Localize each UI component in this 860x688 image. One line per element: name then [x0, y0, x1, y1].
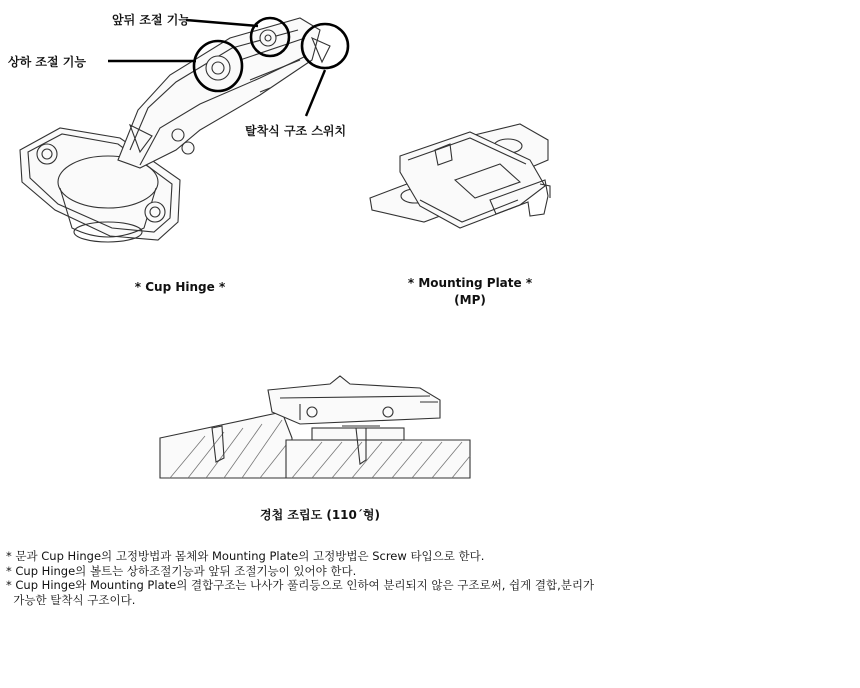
note-item: * Cup Hinge와 Mounting Plate의 결합구조는 나사가 풀리등으로 인하여 분리되지 않은 구조로써, 쉽게 결합,분리가	[6, 578, 595, 592]
caption-assembly: 경첩 조립도 (110´형)	[260, 508, 380, 522]
caption-cup-hinge: * Cup Hinge *	[134, 280, 226, 294]
note-item: 가능한 탈착식 구조이다.	[6, 592, 136, 607]
mounting-plate-drawing	[370, 124, 550, 228]
note-item: * 문과 Cup Hinge의 고정방법과 몸체와 Mounting Plate의 고정방법은 Screw 타입으로 한다.	[6, 549, 485, 563]
notes-list	[6, 549, 594, 607]
note-item: * Cup Hinge의 볼트는 상하조절기능과 앞뒤 조절기능이 있어야 한다.	[6, 563, 357, 578]
assembly-drawing	[160, 376, 470, 478]
callout-up-down-adjust: 상하 조절 기능	[8, 55, 86, 69]
callout-detach-switch: 탈착식 구조 스위치	[245, 124, 347, 138]
callout-front-back-adjust: 앞뒤 조절 기능	[112, 13, 190, 27]
caption-mounting-plate-abbr: (MP)	[454, 293, 486, 307]
caption-mounting-plate: * Mounting Plate *	[407, 276, 533, 290]
